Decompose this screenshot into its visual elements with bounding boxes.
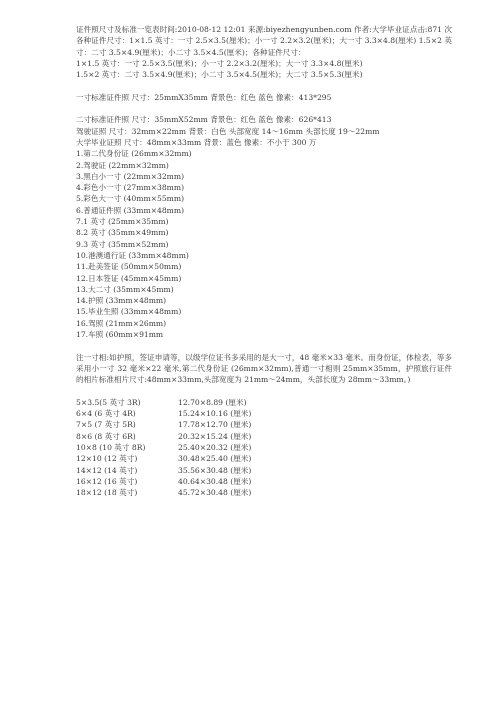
list-item: 15.毕业生照 (33mm×48mm) [76,307,182,317]
list-item: 12.日本签证 (45mm×45mm) [76,273,182,283]
list-item: 6.普通证件照 (33mm×48mm) [76,205,185,215]
one-inch-spec: 一寸标准证件照 尺寸：25mmX35mm 背景色：红色 蓝色 像素：413*295 [76,92,332,102]
list-item: 17.车照 (60mm×91mm [76,330,164,340]
table-row [76,465,452,476]
size-name: 16×12 (16 英寸) [76,476,138,486]
license-spec: 驾驶证照 尺寸：32mm×22mm 背景：白色 头部宽度 14～16mm 头部长度 19～22mm [76,126,380,136]
numbered-list [76,148,452,340]
size-name: 14×12 (14 英寸) [76,465,138,475]
list-item: 3.黑白小一寸 (22mm×32mm) [76,171,185,181]
size-metric: 40.64×30.48 (厘米) [178,476,252,486]
size-metric: 20.32×15.24 (厘米) [178,431,252,441]
size-metric: 45.72×30.48 (厘米) [178,488,252,498]
size-metric: 17.78×12.70 (厘米) [178,420,252,430]
table-row [76,397,452,408]
size-name: 6×4 (6 英寸 4R) [76,409,136,419]
list-item: 2.驾驶证 (22mm×32mm) [76,160,169,170]
list-item: 7.1 英寸 (25mm×35mm) [76,217,169,227]
size-metric: 15.24×10.16 (厘米) [178,409,252,419]
size-line-1: 1×1.5 英寸：一寸 2.5×3.5(厘米)；小一寸 2.2×3.2(厘米)；大一寸 3.3×4.8(厘米) [76,58,363,68]
size-metric: 35.56×30.48 (厘米) [178,465,252,475]
list-item: 10.港澳通行证 (33mm×48mm) [76,250,189,260]
table-row [76,487,452,498]
size-name: 7×5 (7 英寸 5R) [76,420,136,430]
size-metric: 25.40×20.32 (厘米) [178,442,252,452]
two-inch-spec: 二寸标准证件照 尺寸：35mmX52mm 背景色：红色 蓝色 像素：626*413 [76,115,332,125]
table-row [76,442,452,453]
size-name: 8×6 (8 英寸 6R) [76,431,136,441]
list-item: 5.彩色大一寸 (40mm×55mm) [76,194,185,204]
list-item: 16.驾照 (21mm×26mm) [76,318,167,328]
note-paragraph: 注一寸相:如护照，签证申请等，以级学位证书多采用的是大一寸，48 毫米×33 毫米。而身份证，体检表，等多采用小一寸 32 毫米×22 毫米,第二代身份证 (26mm×32mm),普通一寸相则 25mm×35mm，护照旅行证件的相片标准相片尺寸:48mm×33mm,头部宽度为 21mm～24mm，头部长度为 28mm～33mm。) [76,352,452,385]
list-item: 9.3 英寸 (35mm×52mm) [76,239,169,249]
list-item: 14.护照 (33mm×48mm) [76,296,167,306]
size-name: 5×3.5(5 英寸 3R) [76,397,141,407]
table-row [76,476,452,487]
size-name: 12×10 (12 英寸) [76,454,138,464]
size-metric: 12.70×8.89 (厘米) [178,397,247,407]
table-row [76,419,452,430]
graduation-spec: 大学毕业证照 尺寸：48mm×33mm 背景：蓝色 像素：不小于 300 万 [76,137,317,147]
table-row [76,431,452,442]
size-line-2: 1.5×2 英寸：二寸 3.5×4.9(厘米)；小二寸 3.5×4.5(厘米)；大二寸 3.5×5.3(厘米) [76,70,363,80]
size-name: 10×8 (10 英寸 8R) [76,442,146,452]
list-item: 13.大二寸 (35mm×45mm) [76,284,174,294]
table-row [76,408,452,419]
list-item: 4.彩色小一寸 (27mm×38mm) [76,183,185,193]
size-metric: 30.48×25.40 (厘米) [178,454,252,464]
size-name: 18×12 (18 英寸) [76,488,138,498]
list-item: 8.2 英寸 (35mm×49mm) [76,228,169,238]
photo-size-table [76,397,452,499]
intro-paragraph: 证件照尺寸及标准一览表时间:2010-08-12 12:01 来源:biyezhengyunben.com 作者:大学毕业证点击:871 次各种证件尺寸：1×1.5 英寸：一寸 2.5×3.5(厘米)；小一寸 2.2×3.2(厘米)；大一寸 3.3×4.8(厘米) 1.5×2 英寸：二寸 3.5×4.9(厘米)；小二寸 3.5×4.5(厘米)；各种证件尺寸： [76,25,452,57]
table-row [76,453,452,464]
list-item: 1.第二代身份证 (26mm×32mm) [76,149,192,159]
list-item: 11.赴美签证 (50mm×50mm) [76,262,182,272]
